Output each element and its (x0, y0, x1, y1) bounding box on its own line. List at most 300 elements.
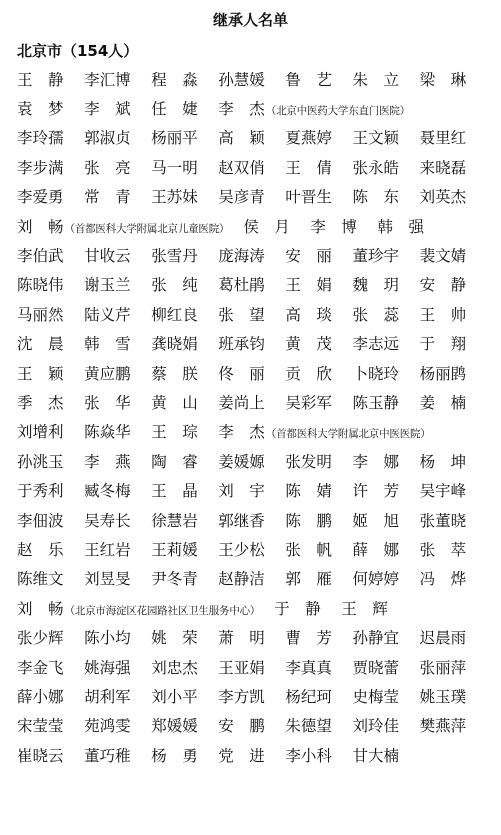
name-entry (420, 538, 487, 560)
person-name: 李佃波 (17, 511, 64, 530)
name-entry (420, 332, 487, 354)
name-entry (151, 97, 218, 119)
name-row (17, 622, 487, 651)
person-name: 庞海涛 (218, 247, 265, 266)
name-entry (274, 597, 341, 619)
name-row (17, 329, 487, 358)
name-row (17, 711, 487, 740)
person-name: 侯 月 (243, 217, 290, 236)
person-name: 李 燕 (84, 452, 131, 471)
person-name: 王 琮 (151, 423, 198, 442)
name-entry (420, 244, 487, 266)
person-name: 李 博 (310, 217, 357, 236)
name-entry (352, 685, 419, 707)
name-entry (352, 450, 419, 472)
person-name: 张发明 (285, 452, 332, 471)
person-name: 王 颖 (17, 364, 64, 383)
name-entry (285, 332, 352, 354)
name-entry (17, 685, 84, 707)
name-entry (352, 538, 419, 560)
name-row (17, 534, 487, 563)
person-name: 梁 琳 (419, 70, 467, 89)
name-entry (84, 362, 151, 384)
person-name: 李 娜 (352, 452, 399, 471)
person-name: 杨丽平 (151, 129, 198, 148)
name-entry (218, 479, 285, 501)
name-entry (151, 656, 218, 678)
person-name: 薛 娜 (352, 540, 399, 559)
person-name: 陈 婧 (285, 482, 332, 501)
name-row (17, 387, 487, 416)
name-entry (310, 215, 377, 237)
name-entry (17, 303, 84, 325)
name-entry (84, 714, 151, 736)
name-entry (285, 567, 352, 589)
person-name: 来晓磊 (419, 158, 467, 177)
section-heading: 北京市（154人） (17, 42, 139, 60)
person-name: 杨 勇 (151, 746, 198, 765)
name-entry (285, 244, 352, 266)
name-row (17, 652, 487, 681)
person-name: 崔晓云 (17, 746, 64, 765)
person-name: 李汇博 (84, 70, 131, 89)
name-entry (84, 244, 151, 266)
affiliation-note: （首都医科大学附属北京中医医院） (265, 428, 431, 441)
name-entry (151, 362, 218, 384)
name-entry (352, 656, 419, 678)
name-entry (218, 391, 285, 413)
name-entry (420, 479, 487, 501)
person-name: 王少松 (218, 540, 265, 559)
person-name: 李真真 (285, 658, 332, 677)
person-name: 陈晓伟 (17, 276, 64, 295)
name-entry (352, 244, 419, 266)
name-entry (151, 332, 218, 354)
name-entry (17, 362, 84, 384)
name-entry (285, 656, 352, 678)
person-name: 刘增利 (17, 423, 64, 442)
person-name: 王 辉 (341, 599, 388, 618)
person-name: 张 望 (218, 305, 265, 324)
person-name: 萧 明 (218, 629, 265, 648)
person-name: 韩 强 (377, 217, 425, 236)
name-row (17, 358, 487, 387)
person-name: 王 静 (17, 70, 64, 89)
person-name: 谢玉兰 (84, 276, 131, 295)
name-entry (84, 479, 151, 501)
person-name: 党 进 (218, 746, 265, 765)
name-entry (285, 479, 352, 501)
name-entry (151, 685, 218, 707)
person-name: 李玲孺 (17, 129, 64, 148)
name-entry (84, 332, 151, 354)
person-name: 裴文婧 (419, 247, 467, 266)
person-name: 许 芳 (352, 482, 399, 501)
person-name: 王莉媛 (151, 540, 198, 559)
person-name: 宋莹莹 (17, 717, 64, 736)
name-entry (352, 126, 419, 148)
affiliation-note: （首都医科大学附属北京儿童医院） (64, 222, 230, 235)
name-entry (17, 626, 84, 648)
name-row (17, 182, 487, 211)
name-entry (352, 479, 419, 501)
name-entry (285, 362, 352, 384)
person-name: 杨 坤 (419, 452, 467, 471)
person-name: 张 纯 (151, 276, 198, 295)
name-entry (151, 509, 218, 531)
name-row (17, 417, 487, 446)
name-entry (352, 362, 419, 384)
name-entry (84, 420, 151, 442)
name-entry (218, 244, 285, 266)
name-entry (17, 391, 84, 413)
person-name: 张永皓 (352, 158, 399, 177)
name-entry (420, 626, 487, 648)
name-entry (218, 626, 285, 648)
name-entry (420, 303, 487, 325)
person-name: 刘昱旻 (84, 570, 131, 589)
name-row (17, 299, 487, 328)
name-entry (420, 567, 487, 589)
person-name: 鲁 艺 (285, 70, 332, 89)
person-name: 任 婕 (151, 100, 198, 119)
name-row (17, 740, 487, 769)
person-name: 陶 睿 (151, 452, 198, 471)
person-name: 葛杜鹃 (218, 276, 265, 295)
person-name: 于 翔 (419, 335, 467, 354)
person-name: 冯 烨 (419, 570, 467, 589)
person-name: 王文颖 (352, 129, 399, 148)
person-name: 迟晨雨 (419, 629, 467, 648)
name-entry-with-affiliation (17, 597, 260, 619)
person-name: 高 颖 (218, 129, 265, 148)
name-entry (420, 450, 487, 472)
name-row (17, 446, 487, 475)
person-name: 胡利军 (84, 687, 131, 706)
person-name: 于 静 (274, 599, 321, 618)
person-name: 贾晓蕾 (352, 658, 399, 677)
name-entry (218, 126, 285, 148)
name-entry (420, 185, 487, 207)
name-entry (218, 714, 285, 736)
person-name: 卜晓玲 (352, 364, 399, 383)
person-name: 李伯武 (17, 247, 64, 266)
name-row (17, 475, 487, 504)
person-name: 李小科 (285, 746, 332, 765)
person-name: 刘忠杰 (151, 658, 198, 677)
name-entry (17, 538, 84, 560)
name-entry (285, 391, 352, 413)
person-name: 高 琰 (285, 305, 332, 324)
person-name: 吴彦青 (218, 188, 265, 207)
name-entry (17, 744, 84, 766)
person-name: 李爱勇 (17, 188, 64, 207)
name-row (17, 681, 487, 710)
name-entry (352, 567, 419, 589)
person-name: 郭淑贞 (84, 129, 131, 148)
name-row (17, 505, 487, 534)
name-entry (285, 538, 352, 560)
name-entry (420, 656, 487, 678)
name-entry (17, 68, 84, 90)
name-row (17, 593, 487, 622)
person-name: 张 帆 (285, 540, 332, 559)
name-entry (84, 273, 151, 295)
person-name: 孙静宜 (352, 629, 399, 648)
name-entry (420, 126, 487, 148)
name-entry (420, 273, 487, 295)
name-entry (84, 450, 151, 472)
person-name: 吴宇峰 (419, 482, 467, 501)
person-name: 姚 荣 (151, 629, 198, 648)
name-entry (218, 509, 285, 531)
person-name: 黄 山 (151, 393, 198, 412)
person-name: 常 青 (84, 188, 131, 207)
name-entry (84, 126, 151, 148)
name-entry (151, 714, 218, 736)
person-name: 王 帅 (419, 305, 467, 324)
person-name: 班承钧 (218, 335, 265, 354)
name-entry-with-affiliation (17, 215, 229, 237)
name-entry (151, 450, 218, 472)
person-name: 吴彩军 (285, 393, 332, 412)
person-name: 刘 畅 (17, 599, 64, 618)
name-entry (151, 185, 218, 207)
name-entry (285, 303, 352, 325)
person-name: 陈玉静 (352, 393, 399, 412)
person-name: 王红岩 (84, 540, 131, 559)
name-entry (352, 626, 419, 648)
person-name: 袁 梦 (17, 100, 64, 119)
name-entry (378, 215, 445, 237)
name-entry (151, 391, 218, 413)
person-name: 程 淼 (151, 70, 198, 89)
person-name: 姚海强 (84, 658, 131, 677)
person-name: 郭继香 (218, 511, 265, 530)
name-entry (84, 156, 151, 178)
person-name: 陈焱华 (84, 423, 131, 442)
name-entry (17, 479, 84, 501)
person-name: 苑鸿雯 (84, 717, 131, 736)
person-name: 徐慧岩 (151, 511, 198, 530)
name-entry (218, 538, 285, 560)
name-entry (352, 68, 419, 90)
name-entry (151, 303, 218, 325)
name-entry (84, 97, 151, 119)
name-entry (420, 509, 487, 531)
person-name: 李 斌 (84, 100, 131, 119)
name-entry (218, 185, 285, 207)
person-name: 叶晋生 (285, 188, 332, 207)
name-entry (218, 362, 285, 384)
name-entry (84, 185, 151, 207)
person-name: 刘玲佳 (352, 717, 399, 736)
name-entry (151, 626, 218, 648)
name-entry (352, 744, 419, 766)
name-entry (151, 156, 218, 178)
name-entry (218, 68, 285, 90)
name-entry (218, 567, 285, 589)
name-row (17, 564, 487, 593)
person-name: 姜媛嫄 (218, 452, 265, 471)
name-entry (285, 185, 352, 207)
person-name: 安 静 (419, 276, 467, 295)
name-entry (151, 273, 218, 295)
person-name: 郑媛媛 (151, 717, 198, 736)
person-name: 樊燕萍 (419, 717, 467, 736)
name-entry (285, 126, 352, 148)
name-entry (84, 68, 151, 90)
name-entry (243, 215, 310, 237)
name-entry (352, 273, 419, 295)
name-entry (84, 391, 151, 413)
person-name: 张董晓 (419, 511, 467, 530)
name-entry (218, 332, 285, 354)
name-entry (285, 156, 352, 178)
name-entry (420, 362, 487, 384)
name-entry (218, 450, 285, 472)
name-entry (17, 509, 84, 531)
name-entry (352, 303, 419, 325)
name-entry-with-affiliation (218, 420, 430, 442)
name-entry (218, 685, 285, 707)
name-entry (84, 744, 151, 766)
person-name: 朱 立 (352, 70, 399, 89)
person-name: 聂里红 (419, 129, 467, 148)
name-entry (17, 332, 84, 354)
name-entry (84, 509, 151, 531)
name-entry (285, 714, 352, 736)
person-name: 张 华 (84, 393, 131, 412)
person-name: 何婷婷 (352, 570, 399, 589)
name-entry (285, 509, 352, 531)
name-entry (352, 391, 419, 413)
person-name: 孙洮玉 (17, 452, 64, 471)
person-name: 李志远 (352, 335, 399, 354)
person-name: 佟 丽 (218, 364, 265, 383)
name-entry (352, 714, 419, 736)
person-name: 赵静洁 (218, 570, 265, 589)
name-entry (285, 626, 352, 648)
person-name: 尹冬青 (151, 570, 198, 589)
person-name: 赵双俏 (218, 158, 265, 177)
name-entry (17, 156, 84, 178)
person-name: 张雪丹 (151, 247, 198, 266)
name-entry (420, 68, 487, 90)
name-entry (352, 156, 419, 178)
name-row (17, 270, 487, 299)
person-name: 陈 鹏 (285, 511, 332, 530)
name-entry (151, 744, 218, 766)
person-name: 杨纪珂 (285, 687, 332, 706)
name-entry (151, 538, 218, 560)
name-entry (151, 68, 218, 90)
person-name: 魏 玥 (352, 276, 399, 295)
name-list (17, 64, 487, 769)
person-name: 龚晓娟 (151, 335, 198, 354)
name-entry (151, 126, 218, 148)
person-name: 赵 乐 (17, 540, 64, 559)
person-name: 薛小娜 (17, 687, 64, 706)
name-entry (84, 538, 151, 560)
person-name: 杨丽鹍 (419, 364, 467, 383)
name-entry (352, 185, 419, 207)
name-entry (84, 303, 151, 325)
name-entry (352, 509, 419, 531)
person-name: 季 杰 (17, 393, 64, 412)
name-entry (17, 714, 84, 736)
name-entry (151, 567, 218, 589)
person-name: 孙慧媛 (218, 70, 265, 89)
person-name: 韩 雪 (84, 335, 131, 354)
name-entry (420, 685, 487, 707)
name-entry (84, 656, 151, 678)
name-entry (420, 391, 487, 413)
name-entry (285, 273, 352, 295)
person-name: 姜尚上 (218, 393, 265, 412)
name-entry (341, 597, 408, 619)
person-name: 安 鹏 (218, 717, 265, 736)
name-row (17, 64, 487, 93)
person-name: 陈维文 (17, 570, 64, 589)
name-entry (84, 567, 151, 589)
person-name: 张 亮 (84, 158, 131, 177)
name-entry (285, 744, 352, 766)
person-name: 朱德望 (285, 717, 332, 736)
person-name: 姜 楠 (419, 393, 467, 412)
person-name: 马丽然 (17, 305, 64, 324)
person-name: 陈小均 (84, 629, 131, 648)
name-entry (285, 450, 352, 472)
name-entry (218, 156, 285, 178)
name-entry-with-affiliation (218, 97, 410, 119)
person-name: 刘小平 (151, 687, 198, 706)
person-name: 刘 畅 (17, 217, 64, 236)
person-name: 张 萃 (419, 540, 467, 559)
person-name: 李 杰 (218, 423, 265, 442)
person-name: 李方凯 (218, 687, 265, 706)
name-entry (285, 685, 352, 707)
name-entry (285, 68, 352, 90)
name-entry (420, 714, 487, 736)
affiliation-note: （北京市海淀区花园路社区卫生服务中心） (64, 604, 261, 617)
name-entry (218, 273, 285, 295)
person-name: 黄 茂 (285, 335, 332, 354)
person-name: 张少辉 (17, 629, 64, 648)
name-row (17, 240, 487, 269)
name-row (17, 123, 487, 152)
name-entry (17, 244, 84, 266)
affiliation-note: （北京中医药大学东直门医院） (265, 105, 410, 118)
person-name: 王 晶 (151, 482, 198, 501)
person-name: 刘英杰 (419, 188, 467, 207)
person-name: 王 倩 (285, 158, 332, 177)
person-name: 李步满 (17, 158, 64, 177)
person-name: 安 丽 (285, 247, 332, 266)
person-name: 张丽萍 (419, 658, 467, 677)
name-entry (84, 685, 151, 707)
name-entry (218, 656, 285, 678)
person-name: 柳红良 (151, 305, 198, 324)
person-name: 张 蕊 (352, 305, 399, 324)
person-name: 陈 东 (352, 188, 399, 207)
person-name: 王苏妹 (151, 188, 198, 207)
person-name: 吴寿长 (84, 511, 131, 530)
person-name: 史梅莹 (352, 687, 399, 706)
person-name: 姬 旭 (352, 511, 399, 530)
person-name: 董珍宇 (352, 247, 399, 266)
person-name: 蔡 朕 (151, 364, 198, 383)
